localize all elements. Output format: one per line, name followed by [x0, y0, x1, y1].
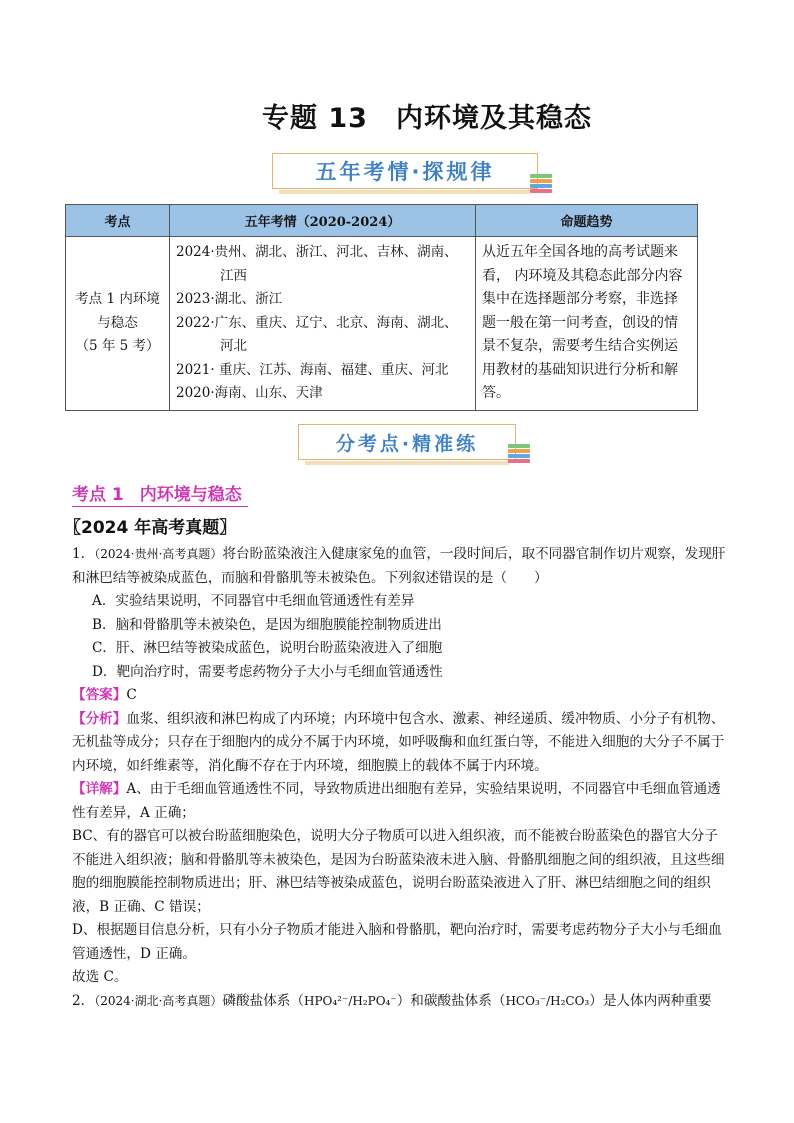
books-icon [508, 444, 530, 462]
banner-five-year-trends: 五年考情·探规律 [272, 153, 538, 189]
page-title: 专题 13 内环境及其稳态 [262, 103, 592, 134]
table-row [66, 237, 698, 411]
option-d: D．靶向治疗时，需要考虑药物分子大小与毛细血管通透性 [92, 663, 443, 680]
answer-line: 【答案】C [72, 687, 137, 703]
question-source: （2024·贵州·高考真题） [94, 547, 223, 561]
year-line: 2020·海南、山东、天津 [176, 385, 323, 401]
question-2-stem: 2．（2024·湖北·高考真题）磷酸盐体系（HPO₄²⁻/H₂PO₄⁻）和碳酸盐体系（HCO₃⁻/H₂CO₃）是人体内两种重要 [72, 992, 712, 1009]
table-header-row [66, 205, 698, 237]
table-header-trend: 命题趋势 [476, 205, 698, 237]
table-header-years: 五年考情（2020-2024） [170, 205, 476, 237]
question-1-stem: 1．（2024·贵州·高考真题）将台盼蓝染液注入健康家兔的血管，一段时间后，取不同器官制作切片观察，发现肝和淋巴结等被染成蓝色，而脑和骨骼肌等未被染色。下列叙述错误的是（ ） [72, 546, 726, 586]
formula-phosphate: HPO₄²⁻/H₂PO₄⁻ [303, 993, 397, 1008]
section-title: 考点 1 内环境与稳态 [72, 480, 248, 507]
year-line: 2023·湖北、浙江 [176, 291, 283, 307]
year-line: 2021· 重庆、江苏、海南、福建、重庆、河北 [176, 361, 449, 378]
question-content [72, 543, 726, 1013]
option-c: C．肝、淋巴结等被染成蓝色，说明台盼蓝染液进入了细胞 [92, 640, 443, 656]
year-line: 2024·贵州、湖北、浙江、河北、吉林、湖南、江西 [176, 244, 458, 284]
banner-practice-by-topic: 分考点·精准练 [298, 424, 516, 460]
conclusion: 故选 C。 [72, 969, 128, 985]
exam-trend-table [65, 204, 698, 411]
years-cell [170, 237, 476, 411]
option-b: B．脑和骨骼肌等未被染色，是因为细胞膜能控制物质进出 [92, 616, 442, 633]
formula-carbonate: HCO₃⁻/H₂CO₃ [505, 993, 590, 1008]
detail-a: 【详解】A、由于毛细血管通透性不同，导致物质进出细胞有差异，实验结果说明，不同器官中毛细血管通透性有差异，A 正确； [72, 781, 721, 821]
option-a: A．实验结果说明，不同器官中毛细血管通透性有差异 [92, 593, 415, 609]
question-source: （2024·湖北·高考真题） [94, 993, 223, 1008]
year-line: 2022·广东、重庆、辽宁、北京、海南、湖北、河北 [176, 314, 458, 354]
topic-cell: 考点 1 内环境 与稳态 （5 年 5 考） [66, 237, 170, 411]
year-heading: 〖2024 年高考真题〗 [64, 518, 237, 538]
detail-bc: BC、有的器官可以被台盼蓝细胞染色，说明大分子物质可以进入组织液，而不能被台盼蓝染色的器官大分子不能进入组织液；脑和骨骼肌等未被染色，是因为台盼蓝染液未进入脑、骨骼肌细胞之间的组织液，且这些细胞的细胞膜能控制物质进出；肝、淋巴结等被染成蓝色，说明台盼蓝染液进入了肝、淋巴结细胞之间的组织液，B 正确、C 错误； [72, 828, 725, 915]
analysis-paragraph: 【分析】血浆、组织液和淋巴构成了内环境；内环境中包含水、激素、神经递质、缓冲物质、小分子有机物、无机盐等成分；只存在于细胞内的成分不属于内环境，如呼吸酶和血红蛋白等，不能进入细胞的大分子不属于内环境，如纤维素等，消化酶不存在于内环境，细胞膜上的载体不属于内环境。 [72, 710, 725, 774]
trend-cell: 从近五年全国各地的高考试题来看， 内环境及其稳态此部分内容集中在选择题部分考察，非选择题一般在第一问考查，创设的情景不复杂，需要考生结合实例运用教材的基础知识进行分析和解答。 [476, 237, 698, 411]
books-icon [530, 174, 552, 192]
detail-d: D、根据题目信息分析，只有小分子物质才能进入脑和骨骼肌，靶向治疗时，需要考虑药物分子大小与毛细血管通透性，D 正确。 [72, 922, 722, 962]
table-header-topic: 考点 [66, 205, 170, 237]
